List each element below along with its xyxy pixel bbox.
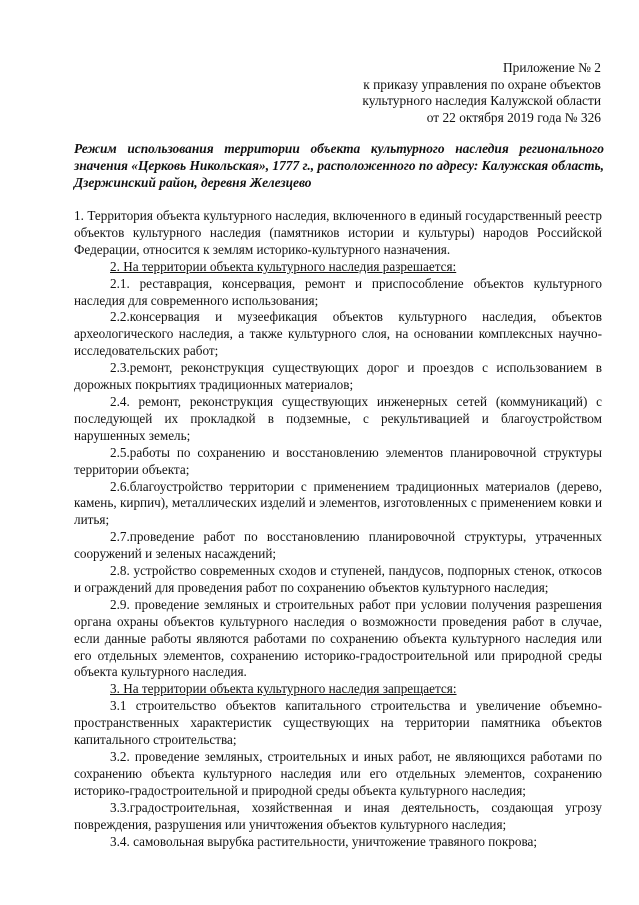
item-2-6: 2.6.благоустройство территории с применением традиционных материалов (дерево, камень, кирпич), металлических изделий и элементов, изготовленных с применением ковки и литья; [74, 478, 602, 528]
appendix-header [362, 60, 601, 126]
item-2-8: 2.8. устройство современных сходов и ступеней, пандусов, подпорных стенок, откосов и ограждений для проведения работ по сохранению объектов культурного наследия; [74, 563, 602, 595]
document-body [74, 208, 602, 850]
item-2-3: 2.3.ремонт, реконструкция существующих дорог и проездов с использованием в дорожных покрытиях традиционных материалов; [74, 360, 602, 393]
section-2-heading: 2. На территории объекта культурного наследия разрешается: [110, 258, 457, 274]
item-3-2: 3.2. проведение земляных, строительных и иных работ, не являющихся работами по сохранению объекта культурного наследия или его отдельных элементов, сохранению историко-градостроительной и природной среды объекта культурного наследия; [74, 749, 602, 798]
appendix-line-1: Приложение № 2 [502, 60, 601, 75]
item-2-2: 2.2.консервация и музеефикация объектов культурного наследия, объектов археологического наследия, а также культурного слоя, на основании комплексных научно-исследовательских работ; [74, 309, 602, 359]
appendix-line-3: культурного наследия Калужской области [362, 93, 601, 109]
item-2-1: 2.1. реставрация, консервация, ремонт и приспособление объектов культурного наследия для современного использования; [74, 275, 602, 308]
paragraph-1: 1. Территория объекта культурного наследия, включенного в единый государственный реестр объектов культурного наследия (памятников истории и культуры) народов Российской Федерации, относится к землям историко-культурного назначения. [74, 208, 602, 257]
document-title: Режим использования территории объекта культурного наследия регионального значения «Церковь Никольская», 1777 г., расположенного по адресу: Калужская область, Дзержинский район, деревня Железцево [74, 141, 604, 191]
section-3-heading: 3. На территории объекта культурного наследия запрещается: [110, 681, 457, 697]
item-2-7: 2.7.проведение работ по восстановлению планировочной структуры, утраченных сооружений и зеленых насаждений; [74, 529, 602, 562]
item-2-5: 2.5.работы по сохранению и восстановлению элементов планировочной структуры территории объекта; [74, 444, 602, 477]
item-3-4: 3.4. самовольная вырубка растительности, уничтожение травяного покрова; [110, 833, 538, 849]
item-2-9: 2.9. проведение земляных и строительных работ при условии получения разрешения органа охраны объектов культурного наследия о возможности проведения работ в случае, если данные работы являются работами по сохранению объекта культурного наследия или его отдельных элементов, сохранению историко-градостроительной или природной среды объекта культурного наследия. [74, 596, 602, 680]
appendix-line-4: от 22 октября 2019 года № 326 [426, 109, 601, 125]
item-2-4: 2.4. ремонт, реконструкция существующих инженерных сетей (коммуникаций) с последующей их прокладкой в подземные, с рекультивацией и благоустройством нарушенных земель; [74, 393, 602, 443]
item-3-3: 3.3.градостроительная, хозяйственная и иная деятельность, создающая угрозу повреждения, разрушения или уничтожения объектов культурного наследия; [74, 799, 602, 832]
appendix-line-2: к приказу управления по охране объектов [363, 76, 601, 92]
item-3-1: 3.1 строительство объектов капитального строительства и увеличение объемно-пространственных характеристик существующих на территории памятника объектов капитального строительства; [74, 698, 602, 748]
